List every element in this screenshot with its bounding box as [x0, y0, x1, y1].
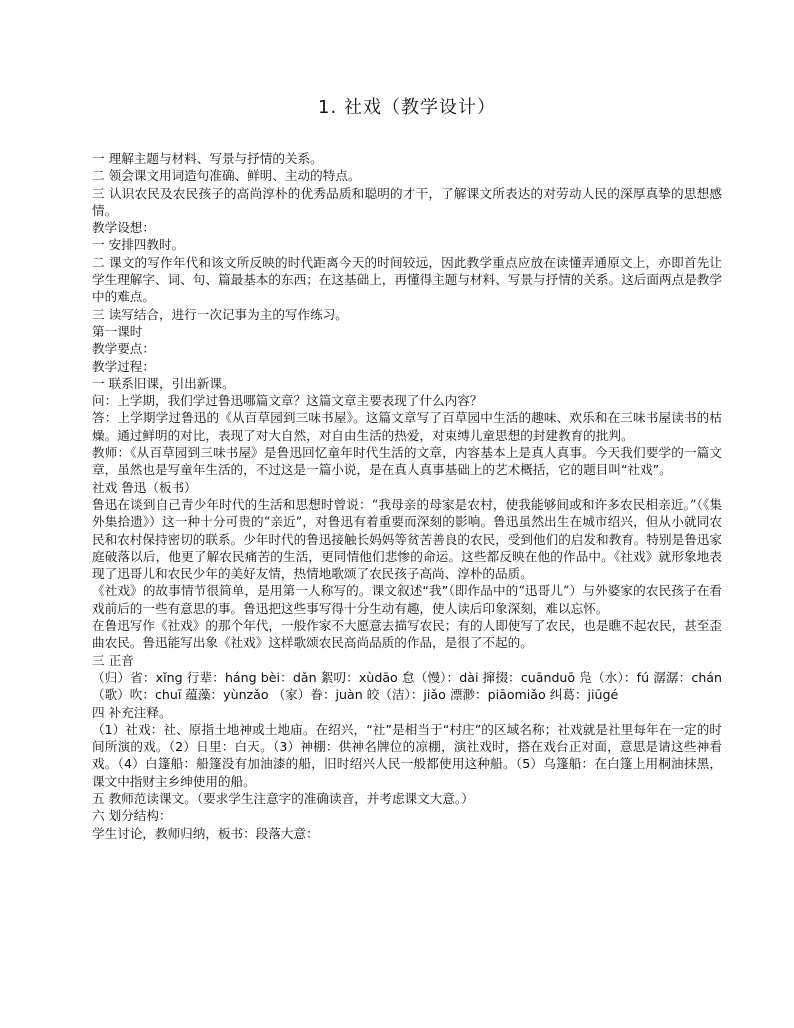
discussion-text: 学生讨论，教师归纳，板书：段落大意：	[92, 825, 319, 841]
teacher-text: 教师：《从百草园到三味书屋》是鲁迅回忆童年时代生活的文章，内容基本上是真人真事。今天我们要学的一篇文章，虽然也是写童年生活的，不过这是一篇小说，是在真人真事基础上的艺术概括，它的题目叫“社戏”。	[92, 445, 722, 478]
intro-quote-2: “亲近”	[263, 514, 303, 530]
story-quote: “迅哥儿”	[518, 583, 570, 599]
story-paragraph	[92, 582, 722, 617]
step-3: 三 正音	[92, 652, 134, 668]
step-1: 一 联系旧课，引出新课。	[92, 375, 235, 391]
story-part-b: ）与外婆家的农民孩子在看戏前后的一些有意思的事。鲁迅把这些事写得十分生动有趣，使人读后印象深刻，难以忘怀。	[92, 583, 723, 616]
process-heading: 教学过程：	[92, 358, 155, 374]
intro-quote: “我母亲的母家是农村，使我能够间或和许多农民相亲近。”	[371, 496, 697, 512]
goal-3: 三 认识农民及农民孩子的高尚淳朴的优秀品质和聪明的才干，了解课文所表达的对劳动人民的深厚真挚的思想感情。	[92, 185, 722, 218]
goal-1: 一 理解主题与材料、写景与抒情的关系。	[92, 151, 323, 166]
question-text: 问：上学期，我们学过鲁迅哪篇文章？这篇文章主要表现了什么内容？	[92, 393, 483, 409]
key-points-heading: 教学要点：	[92, 341, 155, 357]
pronunciation-list: （归）省：xǐng 行辈：háng bèi：dǎn 絮叨：xùdāo 怠（慢）：dài 撺掇：cuānduō 凫（水）：fú 潺潺：chán （歌）吹：chuī 蕴藻：yùnzǎo （家）眷：juàn 皎（洁）：jiǎo 漂渺：piāomiǎo 纠葛：jiūgé	[92, 669, 722, 703]
intro-part-c: ，对鲁迅有着重要而深刻的影响。鲁迅虽然出生在城市绍兴，但从小就同农民和农村保持密切的联系。少年时代的鲁迅接触长妈妈等贫苦善良的农民，受到他们的启发和教育。特别是鲁迅家庭破落以后，他更了解农民痛苦的生活，更同情他们悲惨的命运。这些都反映在他的作品中。《社戏》就形象地表现了迅哥儿和农民少年的美好友情，热情地歌颂了农民孩子高尚、淳朴的品质。	[92, 514, 722, 582]
step-4: 四 补充注释。	[92, 704, 172, 720]
design-3: 三 读写结合，进行一次记事为主的写作练习。	[92, 306, 348, 322]
board-text: 社戏 鲁迅（板书）	[92, 479, 197, 495]
design-1: 一 安排四教时。	[92, 237, 185, 253]
step-6: 六 划分结构：	[92, 808, 172, 824]
intro-paragraph	[92, 496, 722, 582]
answer-text: 答：上学期学过鲁迅的《从百草园到三味书屋》。这篇文章写了百草园中生活的趣味、欢乐和在三味书屋读书的枯燥。通过鲜明的对比，表现了对大自然，对自由生活的热爱，对束缚儿童思想的封建教育的批判。	[92, 410, 722, 443]
design-heading: 教学设想：	[92, 220, 155, 236]
story-part-a: 《社戏》的故事情节很简单，是用第一人称写的。课文叙述“我”（即作品中的	[92, 583, 519, 599]
design-2: 二 课文的写作年代和该文所反映的时代距离今天的时间较远，因此教学重点应放在读懂弄通原文上，亦即首先让学生理解字、词、句、篇最基本的东西；在这基础上，再懂得主题与材料、写景与抒情的关系。这后面两点是教学中的难点。	[92, 254, 722, 305]
document-page	[92, 96, 722, 842]
intro-part-b: （《集外集拾遗》）这一种十分可贵的	[92, 496, 723, 530]
notes-paragraph: （1）社戏：社、原指土地神或土地庙。在绍兴，“社”是相当于“村庄”的区域名称；社戏就是社里每年在一定的时间所演的戏。（2）日里：白天。（3）神棚：供神名牌位的凉棚，演社戏时，搭在戏台正对面，意思是请这些神看戏。（4）白篷船：船篷没有加油漆的船，旧时绍兴人民一般都使用这种船。（5）乌篷船：在白篷上用桐油抹黑，课文中指财主乡绅使用的船。	[92, 721, 722, 789]
goal-2: 二 领会课文用词造句准确、鲜明、主动的特点。	[92, 168, 361, 184]
era-paragraph: 在鲁迅写作《社戏》的那个年代，一般作家不大愿意去描写农民；有的人即使写了农民，也是瞧不起农民，甚至歪曲农民。鲁迅能写出象《社戏》这样歌颂农民高尚品质的作品，是很了不起的。	[92, 618, 722, 651]
step-5: 五 教师范读课文。（要求学生注意字的准确读音，并考虑课文大意。）	[92, 790, 474, 806]
document-title: 1. 社戏（教学设计）	[318, 97, 496, 118]
lesson-heading: 第一课时	[92, 323, 143, 339]
intro-part-a: 鲁迅在谈到自己青少年时代的生活和思想时曾说：	[92, 496, 372, 512]
